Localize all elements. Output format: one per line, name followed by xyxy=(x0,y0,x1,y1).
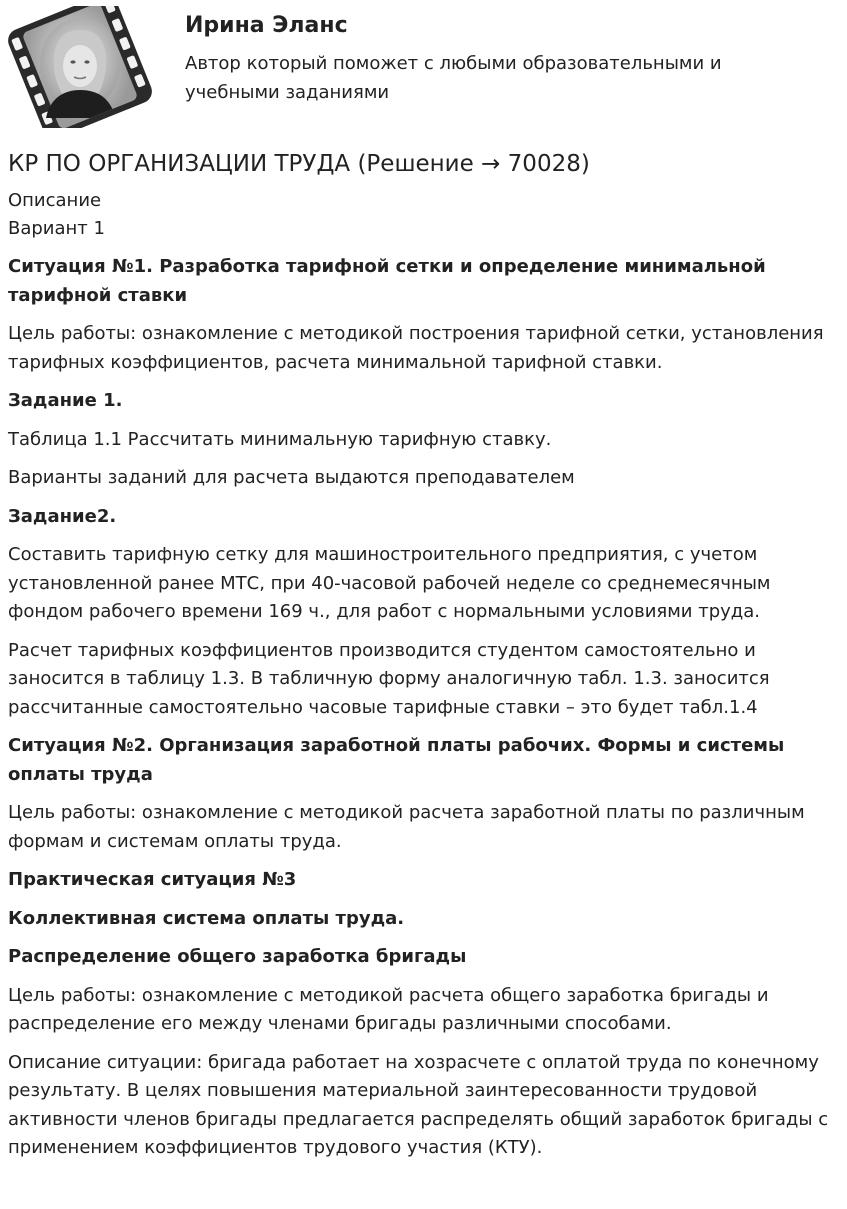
paragraph: Цель работы: ознакомление с методикой построения тарифной сетки, установления тарифных коэффициентов, расчета минимальной тарифной ставки. xyxy=(8,323,824,373)
variant-label: Вариант 1 xyxy=(8,218,105,239)
section-heading: Практическая ситуация №3 xyxy=(8,869,297,890)
paragraph: Цель работы: ознакомление с методикой расчета заработной платы по различным формам и системам оплаты труда. xyxy=(8,802,805,852)
document-body xyxy=(8,146,838,1173)
section-heading: Задание 1. xyxy=(8,390,123,411)
author-name: Ирина Эланс xyxy=(185,13,348,38)
author-avatar xyxy=(6,6,152,128)
author-header xyxy=(0,0,847,140)
paragraph: Таблица 1.1 Рассчитать минимальную тарифную ставку. xyxy=(8,428,552,450)
section-heading: Распределение общего заработка бригады xyxy=(8,946,467,967)
section-heading: Коллективная система оплаты труда. xyxy=(8,907,405,929)
paragraph: Составить тарифную сетку для машиностроительного предприятия, с учетом установленной ранее МТС, при 40-часовой рабочей неделе со среднемесячным фондом рабочего времени 169 ч., для работ с нормальными условиями труда. xyxy=(8,544,771,622)
document-title: КР ПО ОРГАНИЗАЦИИ ТРУДА (Решение → 70028) xyxy=(8,151,590,177)
film-frame-portrait-icon xyxy=(6,6,152,128)
paragraph: Расчет тарифных коэффициентов производится студентом самостоятельно и заносится в таблицу 1.3. В табличную форму аналогичную табл. 1.3. заносится рассчитанные самостоятельно часовые тарифные ставки – это будет табл.1.4 xyxy=(8,639,770,718)
paragraph-list xyxy=(8,253,838,1163)
section-heading: Ситуация №2. Организация заработной платы рабочих. Формы и системы оплаты труда xyxy=(8,735,785,785)
section-heading: Ситуация №1. Разработка тарифной сетки и определение минимальной тарифной ставки xyxy=(8,256,766,306)
section-heading: Задание2. xyxy=(8,505,117,527)
author-description: Автор который поможет с любыми образовательными и учебными заданиями xyxy=(185,53,722,103)
paragraph: Описание ситуации: бригада работает на хозрасчете с оплатой труда по конечному результату. В целях повышения материальной заинтересованности трудовой активности членов бригады предлагается распределять общий заработок бригады с применением коэффициентов трудового участия (КТУ). xyxy=(8,1051,829,1158)
section-label: Описание xyxy=(8,190,102,211)
paragraph: Варианты заданий для расчета выдаются преподавателем xyxy=(8,467,575,488)
document-meta xyxy=(8,187,838,243)
paragraph: Цель работы: ознакомление с методикой расчета общего заработка бригады и распределение его между членами бригады различными способами. xyxy=(8,984,769,1034)
